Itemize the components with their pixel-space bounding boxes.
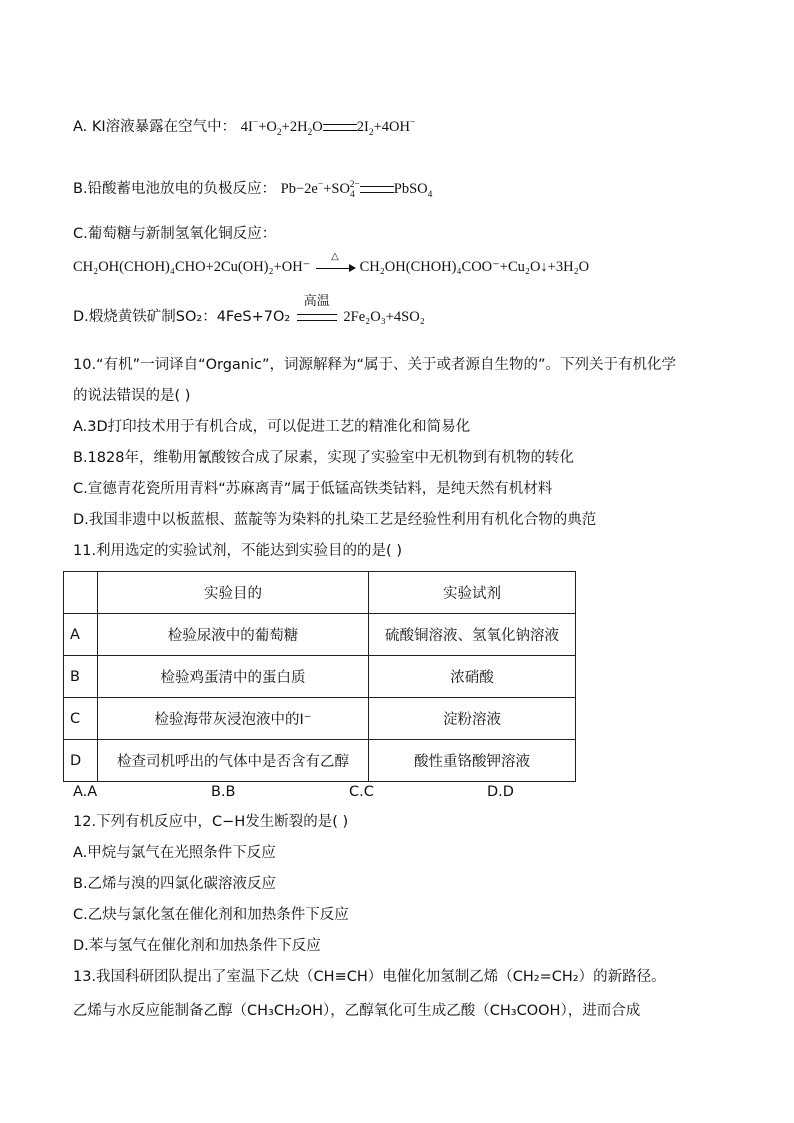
q11-option-c: C.C [349,784,374,800]
q10-option-b: B.1828年，维勒用氰酸铵合成了尿素，实现了实验室中无机物到有机物的转化 [73,450,574,466]
q12-option-c: C.乙炔与氯化氢在催化剂和加热条件下反应 [73,907,349,923]
reaction-arrow [316,268,354,269]
q10-stem-line2: 的说法错误的是( ) [73,388,191,404]
table-row: D 检查司机呼出的气体中是否含有乙醇 酸性重铬酸钾溶液 [64,740,576,782]
q12-option-d: D.苯与氢气在催化剂和加热条件下反应 [73,938,321,954]
table-row: C 检验海带灰浸泡液中的I⁻ 淀粉溶液 [64,698,576,740]
q9-option-b-text: B.铅酸蓄电池放电的负极反应： [73,180,277,197]
q9-option-b [73,175,432,205]
q12-option-b: B.乙烯与溴的四氯化碳溶液反应 [73,876,277,892]
q10-option-d: D.我国非遗中以板蓝根、蓝靛等为染料的扎染工艺是经验性利用有机化合物的典范 [73,512,597,528]
q9-option-b-equation: $Pb-2e^-+SO_4^{2-}$ PbSO$_4$ [280,180,433,200]
header-reagent: 实验试剂 [369,572,576,614]
q11-option-b: B.B [211,784,236,800]
heat-symbol: △ [331,250,339,262]
equals-sign [360,186,394,193]
q9-option-c-text: C.葡萄糖与新制氢氧化铜反应： [73,226,277,242]
header-purpose: 实验目的 [98,572,369,614]
equals-sign [297,314,337,321]
table-header-row [64,572,576,614]
q11-stem: 11.利用选定的实验试剂，不能达到实验目的的是( ) [73,543,402,559]
table-row: B 检验鸡蛋清中的蛋白质 浓硝酸 [64,656,576,698]
q13-line2: 乙烯与水反应能制备乙醇（CH₃CH₂OH），乙醇氧化可生成乙酸（CH₃COOH），进而合成 [73,1003,641,1019]
q9-option-c-equation: CH₂OH(CHOH)₄CHO+2Cu(OH)₂+OH⁻ △ CH₂OH(CHOH)₄COO⁻+Cu₂O↓+3H₂O [73,257,589,278]
q11-table [63,571,576,782]
q13-line1: 13.我国科研团队提出了室温下乙炔（CH≡CH）电催化加氢制乙烯（CH₂=CH₂）的新路径。 [73,969,666,985]
high-temperature-label: 高温 [303,294,330,309]
q10-option-c: C.宣德青花瓷所用青料“苏麻离青”属于低锰高铁类钴料，是纯天然有机材料 [73,481,553,497]
q11-option-a: A.A [73,784,98,800]
q12-stem: 12.下列有机反应中，C−H发生断裂的是( ) [73,814,349,830]
q9-option-d: D.煅烧黄铁矿制SO₂：4FeS+7O₂ 高温 2Fe₂O₃+4SO₂ [73,294,425,325]
q9-option-a [73,113,415,143]
equals-sign [323,124,357,131]
q10-option-a: A.3D打印技术用于有机合成，可以促进工艺的精准化和简易化 [73,419,471,435]
q9-option-a-equation: $4I^-+O_2+2H_2O$ $2I_2+4OH^-$ [240,118,416,138]
q10-stem-line1: 10.“有机”一词译自“Organic”，词源解释为“属于、关于或者源自生物的”。下列关于有机化学 [73,357,677,373]
q11-option-d: D.D [487,784,514,800]
table-row: A 检验尿液中的葡萄糖 硫酸铜溶液、氢氧化钠溶液 [64,614,576,656]
q12-option-a: A.甲烷与氯气在光照条件下反应 [73,845,276,861]
q9-option-a-text: A. KI溶液暴露在空气中： [73,118,237,135]
